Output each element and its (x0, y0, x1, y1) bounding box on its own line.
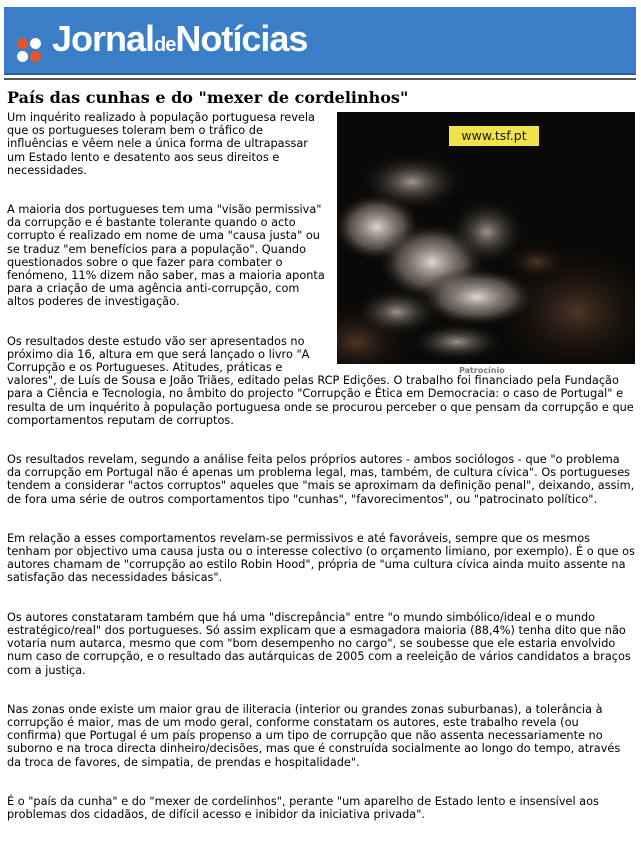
ad-photo[interactable] (337, 112, 635, 364)
article-paragraph: Um inquérito realizado à população portuguesa revela que os portugueses toleram bem o tráfico de influências e vêem nele a única forma de ultrapassar um Estado lento e desatento aos seus direitos e necessidades. (7, 111, 315, 177)
header-divider (4, 78, 636, 80)
article-paragraph: Em relação a esses comportamentos revelam-se permissivos e até favoráveis, sempre que os mesmos tenham por objectivo uma causa justa ou o interesse colectivo (o orçamento limiano, por exemplo). É o que os autores chamam de "corrupção ao estilo Robin Hood", própria de "uma cultura cívica ainda muito assente na satisfação das necessidades básicas". (7, 531, 635, 585)
article-paragraph: Os autores constataram também que há uma "discrepância" entre "o mundo simbólico/ideal e o mundo estratégico/real" dos portugueses. Só assim explicam que a esmagadora maioria (88,4%) tenha dito que não votaria num autarca, mesmo que com "bom desempenho no cargo", se soubesse que ele estaria envolvido num caso de corrupção, e o resultado das autárquicas de 2005 com a reeleição de vários candidatos a braços com a justiça. (7, 610, 631, 677)
logo-word-noticias: Notícias (175, 18, 308, 59)
article-paragraph: É o "país da cunha" e do "mexer de cordelinhos", perante "um aparelho de Estado lento e insensível aos problemas dos cidadãos, de difícil acesso e inibidor da iniciativa privada". (7, 794, 599, 821)
logo-word-jornal: Jornal (52, 18, 155, 59)
ad-image-block[interactable] (337, 112, 635, 368)
article-paragraph: Os resultados deste estudo vão ser apresentados no próximo dia 16, altura em que será lançado o livro "A Corrupção e os Portugueses. Atitudes, práticas e valores", de Luís de Sousa e João Triães, editado pelas RCP Edições. O trabalho foi financiado pela Fundação para a Ciência e Tecnologia, no âmbito do projecto "Corrupção e Ética em Democracia: o caso de Portugal" e resulta de um inquérito à população portuguesa onde se procurou perceber o que pensam da corrupção e que comportamentos reputam de corruptos. (7, 334, 634, 427)
logo-word-de: de (154, 34, 176, 56)
article-paragraph: Nas zonas onde existe um maior grau de iliteracia (interior ou grandes zonas suburbanas), a tolerância à corrupção é maior, mas de um modo geral, conforme constatam os autores, este trabalho revela (ou confirma) que Portugal é um país propenso a um tipo de corrupção que não assenta necessariamente no suborno e na troca directa dinheiro/decisões, mas que é construída socialmente ao longo do tempo, através da troca de favores, de simpatia, de prendas e hospitalidade". (7, 702, 621, 769)
logo-dots-icon (17, 38, 43, 64)
cloud-photo-graphic (337, 112, 635, 364)
article-paragraph: Os resultados revelam, segundo a análise feita pelos próprios autores - ambos sociólogos - que "o problema da corrupção em Portugal não é apenas um problema legal, mas, também, de cultura cívica". Os portugueses tendem a considerar "actos corruptos" aqueles que "mais se aproximam da definição penal", deixando, assim, de fora uma série de outros comportamentos tipo "cunhas", "favorecimentos", ou "patrocinato político". (7, 453, 635, 506)
article-paragraph: A maioria dos portugueses tem uma "visão permissiva" da corrupção e é bastante tolerante quando o acto corrupto é realizado em nome de uma "causa justa" ou se traduz "em benefícios para a população". Quando questionados sobre o que fazer para combater o fenómeno, 11% dizem não saber, mas a maioria aponta para a criação de uma agência anti-corrupção, com altos poderes de investigação. (7, 203, 325, 309)
article-body (7, 111, 635, 847)
ad-caption: Patrocínio (459, 366, 505, 375)
tsf-ad-badge[interactable]: www.tsf.pt (449, 126, 539, 146)
article-title: País das cunhas e do "mexer de cordelinhos" (7, 88, 409, 107)
site-logo[interactable] (52, 18, 307, 68)
masthead-banner (4, 7, 636, 75)
